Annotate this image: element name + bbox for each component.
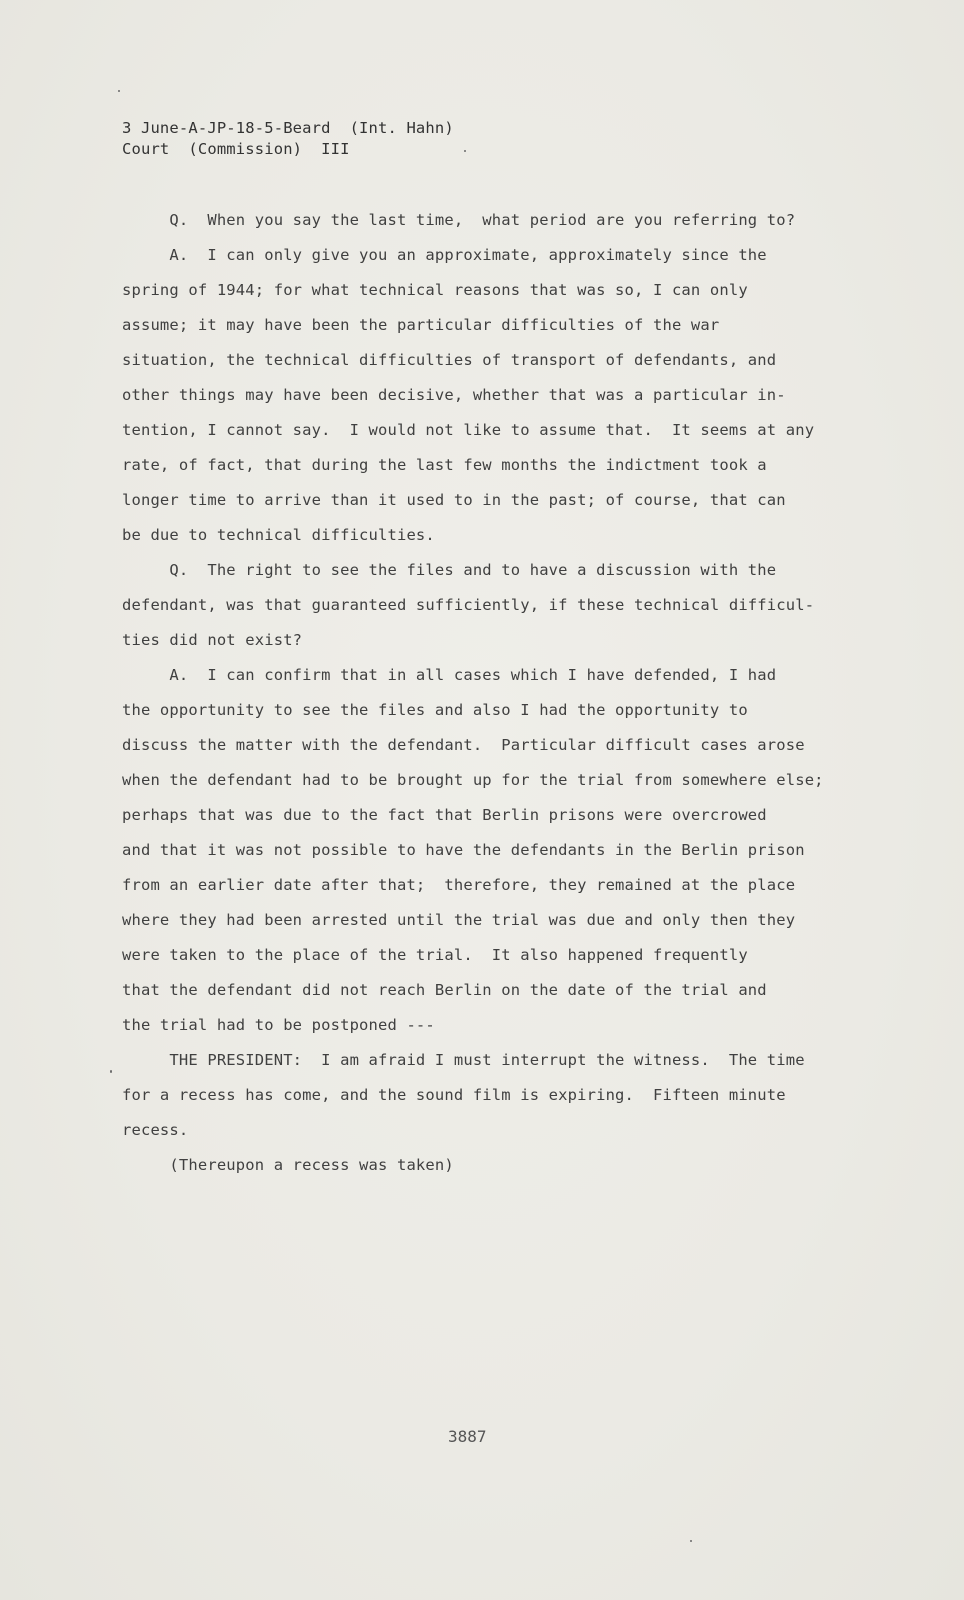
text-line: that the defendant did not reach Berlin on the date of the trial and (122, 981, 767, 999)
text-line: where they had been arrested until the trial was due and only then they (122, 911, 796, 929)
text-line: recess. (122, 1121, 189, 1139)
text-line: when the defendant had to be brought up for the trial from somewhere else; (122, 771, 824, 789)
text-line: tention, I cannot say. I would not like to assume that. It seems at any (122, 421, 815, 439)
text-line: other things may have been decisive, whether that was a particular in- (122, 386, 786, 404)
text-line: (Thereupon a recess was taken) (122, 1156, 454, 1174)
text-line: the opportunity to see the files and also I had the opportunity to (122, 701, 748, 719)
text-line: discuss the matter with the defendant. Particular difficult cases arose (122, 736, 805, 754)
header-line-2: Court (Commission) III (122, 140, 350, 158)
header-line-1: 3 June-A-JP-18-5-Beard (Int. Hahn) (122, 119, 454, 137)
text-line: be due to technical difficulties. (122, 526, 435, 544)
text-line: spring of 1944; for what technical reasons that was so, I can only (122, 281, 748, 299)
text-line: A. I can confirm that in all cases which I have defended, I had (122, 666, 777, 684)
document-header (122, 118, 454, 160)
text-line: the trial had to be postponed --- (122, 1016, 435, 1034)
text-line: situation, the technical difficulties of transport of defendants, and (122, 351, 777, 369)
text-line: defendant, was that guaranteed sufficiently, if these technical difficul- (122, 596, 815, 614)
text-line: assume; it may have been the particular difficulties of the war (122, 316, 720, 334)
text-line: Q. The right to see the files and to have a discussion with the (122, 561, 777, 579)
page-number: 3887 (448, 1427, 487, 1446)
text-line: from an earlier date after that; therefore, they remained at the place (122, 876, 796, 894)
transcript-body (122, 203, 862, 1183)
text-line: for a recess has come, and the sound film is expiring. Fifteen minute (122, 1086, 786, 1104)
text-line: were taken to the place of the trial. It also happened frequently (122, 946, 748, 964)
paper-speck (690, 1540, 692, 1542)
text-line: THE PRESIDENT: I am afraid I must interrupt the witness. The time (122, 1051, 805, 1069)
text-line: ties did not exist? (122, 631, 303, 649)
text-line: A. I can only give you an approximate, approximately since the (122, 246, 767, 264)
paper-speck (464, 150, 466, 152)
text-line: rate, of fact, that during the last few months the indictment took a (122, 456, 767, 474)
paper-speck (118, 90, 120, 92)
text-line: perhaps that was due to the fact that Berlin prisons were overcrowed (122, 806, 767, 824)
paper-speck (110, 1070, 112, 1073)
text-line: and that it was not possible to have the defendants in the Berlin prison (122, 841, 805, 859)
text-line: longer time to arrive than it used to in the past; of course, that can (122, 491, 786, 509)
text-line: Q. When you say the last time, what period are you referring to? (122, 211, 796, 229)
